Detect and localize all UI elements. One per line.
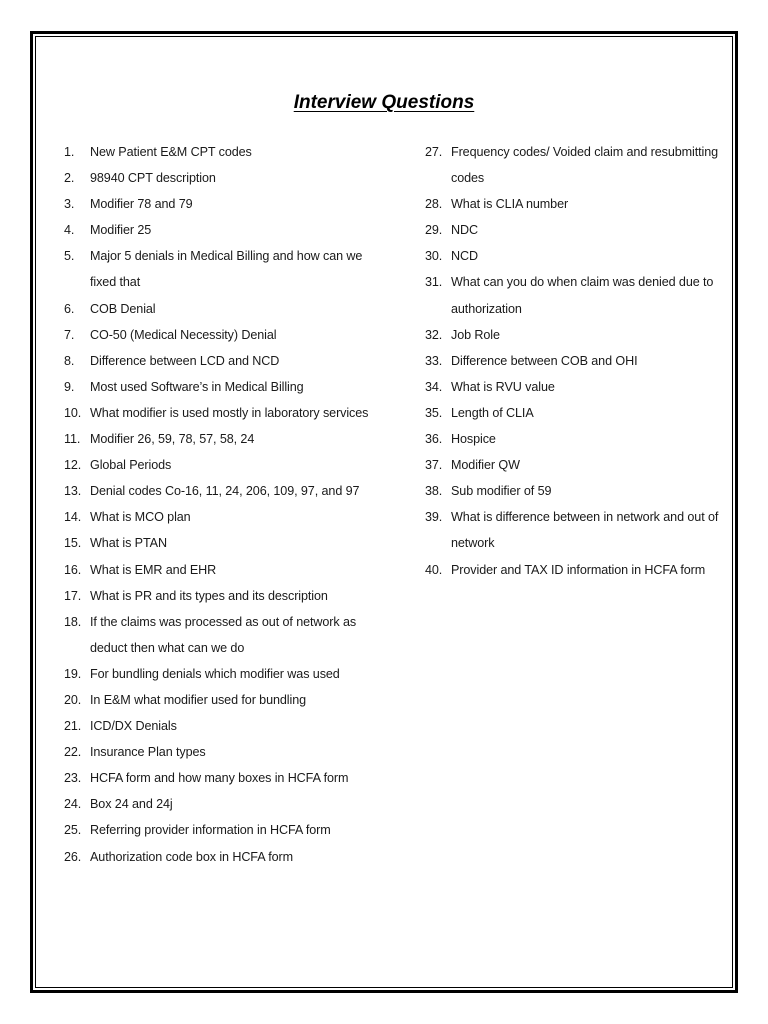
question-number: 2. bbox=[64, 171, 75, 186]
question-text: Difference between LCD and NCD bbox=[90, 353, 280, 368]
question-number: 20. bbox=[64, 692, 82, 707]
question-number: 7. bbox=[64, 327, 75, 342]
question-number: 14. bbox=[64, 510, 82, 525]
question-text: 98940 CPT description bbox=[90, 171, 216, 186]
question-text: Modifier QW bbox=[451, 458, 520, 473]
question-item bbox=[425, 478, 725, 504]
question-item bbox=[64, 374, 374, 400]
question-number: 19. bbox=[64, 666, 82, 681]
question-number: 23. bbox=[64, 771, 82, 786]
question-number: 27. bbox=[425, 145, 443, 159]
question-text: Insurance Plan types bbox=[90, 745, 206, 760]
question-text: Most used Software’s in Medical Billing bbox=[90, 379, 304, 394]
question-text: What is RVU value bbox=[451, 379, 555, 394]
question-text: What is difference between in network and out of network bbox=[451, 510, 719, 551]
question-number: 22. bbox=[64, 745, 82, 760]
question-number: 1. bbox=[64, 145, 75, 159]
question-text: NCD bbox=[451, 249, 478, 264]
question-number: 36. bbox=[425, 432, 443, 447]
question-number: 31. bbox=[425, 275, 443, 290]
question-item bbox=[425, 452, 725, 478]
question-item bbox=[64, 530, 374, 556]
question-item bbox=[64, 817, 374, 843]
question-item bbox=[64, 504, 374, 530]
question-text: Referring provider information in HCFA form bbox=[90, 823, 331, 838]
question-item bbox=[425, 269, 725, 321]
question-number: 26. bbox=[64, 849, 82, 864]
question-item bbox=[425, 348, 725, 374]
question-item bbox=[425, 322, 725, 348]
question-item bbox=[64, 217, 374, 243]
question-item bbox=[64, 296, 374, 322]
question-text: New Patient E&M CPT codes bbox=[90, 145, 252, 159]
question-item bbox=[425, 426, 725, 452]
question-item bbox=[64, 687, 374, 713]
question-text: Denial codes Co-16, 11, 24, 206, 109, 97, and 97 bbox=[90, 484, 360, 499]
question-item bbox=[64, 765, 374, 791]
question-number: 33. bbox=[425, 353, 443, 368]
question-text: HCFA form and how many boxes in HCFA form bbox=[90, 771, 349, 786]
question-text: Job Role bbox=[451, 327, 500, 342]
question-number: 40. bbox=[425, 562, 443, 577]
question-text: Sub modifier of 59 bbox=[451, 484, 552, 499]
question-number: 16. bbox=[64, 562, 82, 577]
question-number: 25. bbox=[64, 823, 82, 838]
question-number: 11. bbox=[64, 432, 81, 447]
question-text: What is PR and its types and its description bbox=[90, 588, 328, 603]
question-number: 17. bbox=[64, 588, 82, 603]
question-item bbox=[64, 844, 374, 870]
question-text: Global Periods bbox=[90, 458, 172, 473]
question-number: 8. bbox=[64, 353, 75, 368]
question-number: 12. bbox=[64, 458, 82, 473]
question-number: 35. bbox=[425, 405, 443, 420]
question-text: Length of CLIA bbox=[451, 405, 534, 420]
question-number: 15. bbox=[64, 536, 82, 551]
question-text: What is PTAN bbox=[90, 536, 167, 551]
question-number: 4. bbox=[64, 223, 75, 238]
question-text: Authorization code box in HCFA form bbox=[90, 849, 293, 864]
question-text: Modifier 26, 59, 78, 57, 58, 24 bbox=[90, 432, 255, 447]
question-number: 24. bbox=[64, 797, 82, 812]
question-number: 5. bbox=[64, 249, 75, 264]
question-item bbox=[64, 739, 374, 765]
question-text: Box 24 and 24j bbox=[90, 797, 173, 812]
question-item bbox=[64, 661, 374, 687]
question-item bbox=[64, 452, 374, 478]
question-number: 28. bbox=[425, 197, 443, 212]
question-number: 13. bbox=[64, 484, 82, 499]
question-text: Modifier 78 and 79 bbox=[90, 197, 193, 212]
document-title: Interview Questions bbox=[293, 92, 475, 113]
question-text: What is EMR and EHR bbox=[90, 562, 217, 577]
question-number: 10. bbox=[64, 405, 82, 420]
question-item bbox=[64, 243, 374, 295]
question-item bbox=[64, 791, 374, 817]
question-text: ICD/DX Denials bbox=[90, 719, 177, 734]
question-text: Major 5 denials in Medical Billing and how can we fixed that bbox=[90, 249, 363, 290]
question-number: 9. bbox=[64, 379, 75, 394]
question-text: Modifier 25 bbox=[90, 223, 152, 238]
question-item bbox=[425, 243, 725, 269]
question-number: 18. bbox=[64, 614, 82, 629]
question-number: 38. bbox=[425, 484, 443, 499]
question-item bbox=[64, 322, 374, 348]
question-item bbox=[425, 374, 725, 400]
question-item bbox=[425, 400, 725, 426]
question-text: COB Denial bbox=[90, 301, 156, 316]
question-text: Frequency codes/ Voided claim and resubmitting codes bbox=[451, 145, 719, 186]
question-number: 32. bbox=[425, 327, 443, 342]
question-number: 34. bbox=[425, 379, 443, 394]
question-text: In E&M what modifier used for bundling bbox=[90, 692, 307, 707]
question-item bbox=[64, 609, 374, 661]
question-text: What is MCO plan bbox=[90, 510, 191, 525]
question-text: For bundling denials which modifier was used bbox=[90, 666, 340, 681]
question-text: What can you do when claim was denied due to authorization bbox=[451, 275, 714, 316]
question-text: What is CLIA number bbox=[451, 197, 569, 212]
question-text: Provider and TAX ID information in HCFA form bbox=[451, 562, 706, 577]
question-list-left bbox=[64, 139, 374, 870]
question-item bbox=[64, 139, 374, 165]
question-item bbox=[425, 557, 725, 583]
question-item bbox=[425, 504, 725, 556]
question-text: NDC bbox=[451, 223, 478, 238]
question-number: 3. bbox=[64, 197, 75, 212]
question-item bbox=[425, 217, 725, 243]
question-item bbox=[64, 426, 374, 452]
question-text: CO-50 (Medical Necessity) Denial bbox=[90, 327, 277, 342]
question-item bbox=[425, 139, 725, 191]
question-text: If the claims was processed as out of network as deduct then what can we do bbox=[90, 614, 357, 655]
question-item bbox=[64, 478, 374, 504]
question-number: 37. bbox=[425, 458, 443, 473]
question-item bbox=[64, 557, 374, 583]
question-number: 30. bbox=[425, 249, 443, 264]
question-item bbox=[64, 713, 374, 739]
question-text: What modifier is used mostly in laboratory services bbox=[90, 405, 369, 420]
question-list-right bbox=[425, 139, 725, 583]
question-text: Hospice bbox=[451, 432, 496, 447]
question-item bbox=[64, 583, 374, 609]
question-number: 39. bbox=[425, 510, 443, 525]
question-item bbox=[425, 191, 725, 217]
question-text: Difference between COB and OHI bbox=[451, 353, 638, 368]
question-item bbox=[64, 165, 374, 191]
question-item bbox=[64, 400, 374, 426]
question-number: 6. bbox=[64, 301, 75, 316]
question-item bbox=[64, 348, 374, 374]
question-item bbox=[64, 191, 374, 217]
question-number: 29. bbox=[425, 223, 443, 238]
question-number: 21. bbox=[64, 719, 82, 734]
